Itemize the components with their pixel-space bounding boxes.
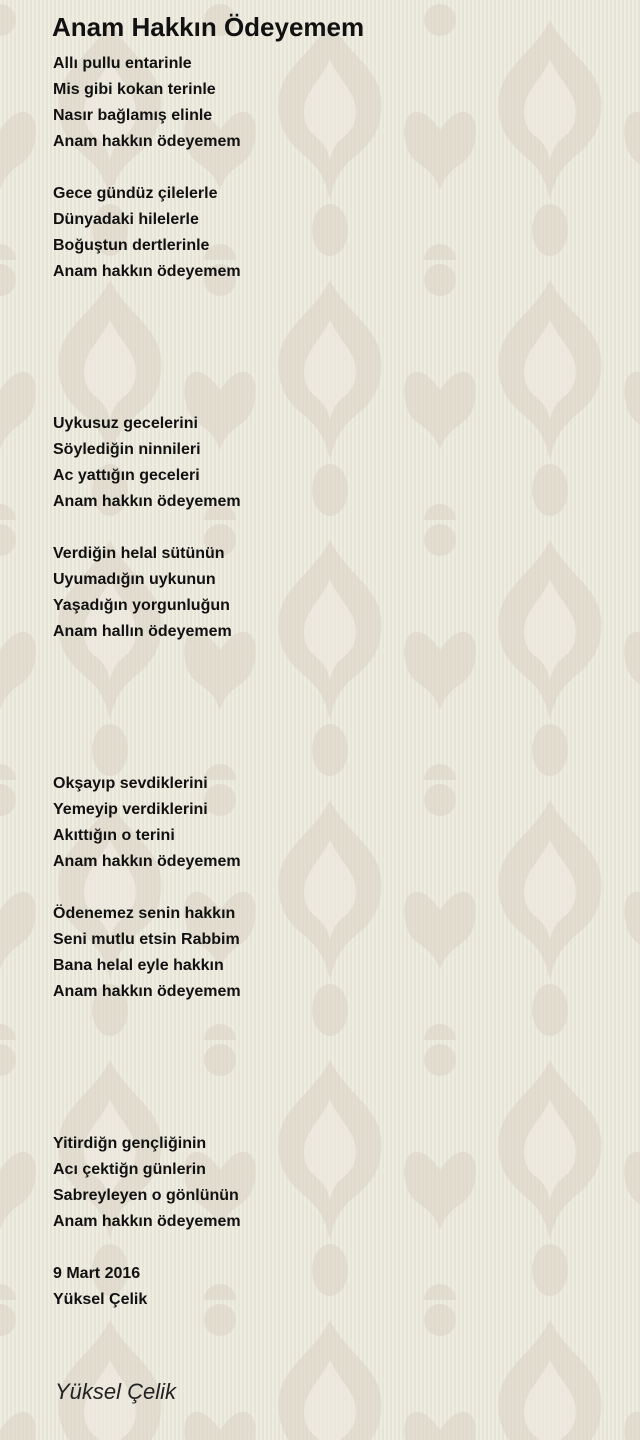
poem-line: Yaşadığın yorgunluğun bbox=[53, 597, 230, 614]
poem-line: Ödenemez senin hakkın bbox=[53, 905, 236, 922]
poem-author: Yüksel Çelik bbox=[53, 1291, 148, 1308]
poem-line: Sabreyleyen o gönlünün bbox=[53, 1187, 239, 1204]
poem-line: Verdiğin helal sütünün bbox=[53, 545, 225, 562]
poem-line: Söylediğin ninnileri bbox=[53, 441, 201, 458]
poem-line: Gece gündüz çilelerle bbox=[53, 185, 218, 202]
poem-line: Akıttığın o terini bbox=[53, 827, 175, 844]
poem-line: Anam hakkın ödeyemem bbox=[53, 263, 241, 280]
poem-line: Acı çektiğn günlerin bbox=[53, 1161, 206, 1178]
poem-line: Anam hakkın ödeyemem bbox=[53, 493, 241, 510]
author-signature: Yüksel Çelik bbox=[55, 1379, 177, 1404]
poem-line: Yitirdiğn gençliğinin bbox=[53, 1135, 207, 1152]
poem-line: Mis gibi kokan terinle bbox=[53, 81, 216, 98]
poem-line: Yemeyip verdiklerini bbox=[53, 801, 208, 818]
poem-line: Anam hakkın ödeyemem bbox=[53, 853, 241, 870]
poem-line: Nasır bağlamış elinle bbox=[53, 107, 213, 124]
poem-line: Anam hakkın ödeyemem bbox=[53, 983, 241, 1000]
poem-date: 9 Mart 2016 bbox=[53, 1265, 141, 1282]
poem-line: Boğuştun dertlerinle bbox=[53, 237, 210, 254]
poem-line: Allı pullu entarinle bbox=[53, 55, 192, 72]
poem-line: Ac yattığın geceleri bbox=[53, 467, 200, 484]
poem-line: Okşayıp sevdiklerini bbox=[53, 775, 208, 792]
poem-line: Uykusuz gecelerini bbox=[53, 415, 198, 432]
poem-line: Dünyadaki hilelerle bbox=[53, 211, 199, 228]
poem-line: Anam hakkın ödeyemem bbox=[53, 1213, 241, 1230]
poem-title: Anam Hakkın Ödeyemem bbox=[52, 12, 365, 42]
poem-line: Seni mutlu etsin Rabbim bbox=[53, 931, 240, 948]
poem-line: Anam hakkın ödeyemem bbox=[53, 133, 241, 150]
poem-line: Anam hallın ödeyemem bbox=[53, 623, 232, 640]
poem-line: Bana helal eyle hakkın bbox=[53, 957, 224, 974]
poem-line: Uyumadığın uykunun bbox=[53, 571, 216, 588]
